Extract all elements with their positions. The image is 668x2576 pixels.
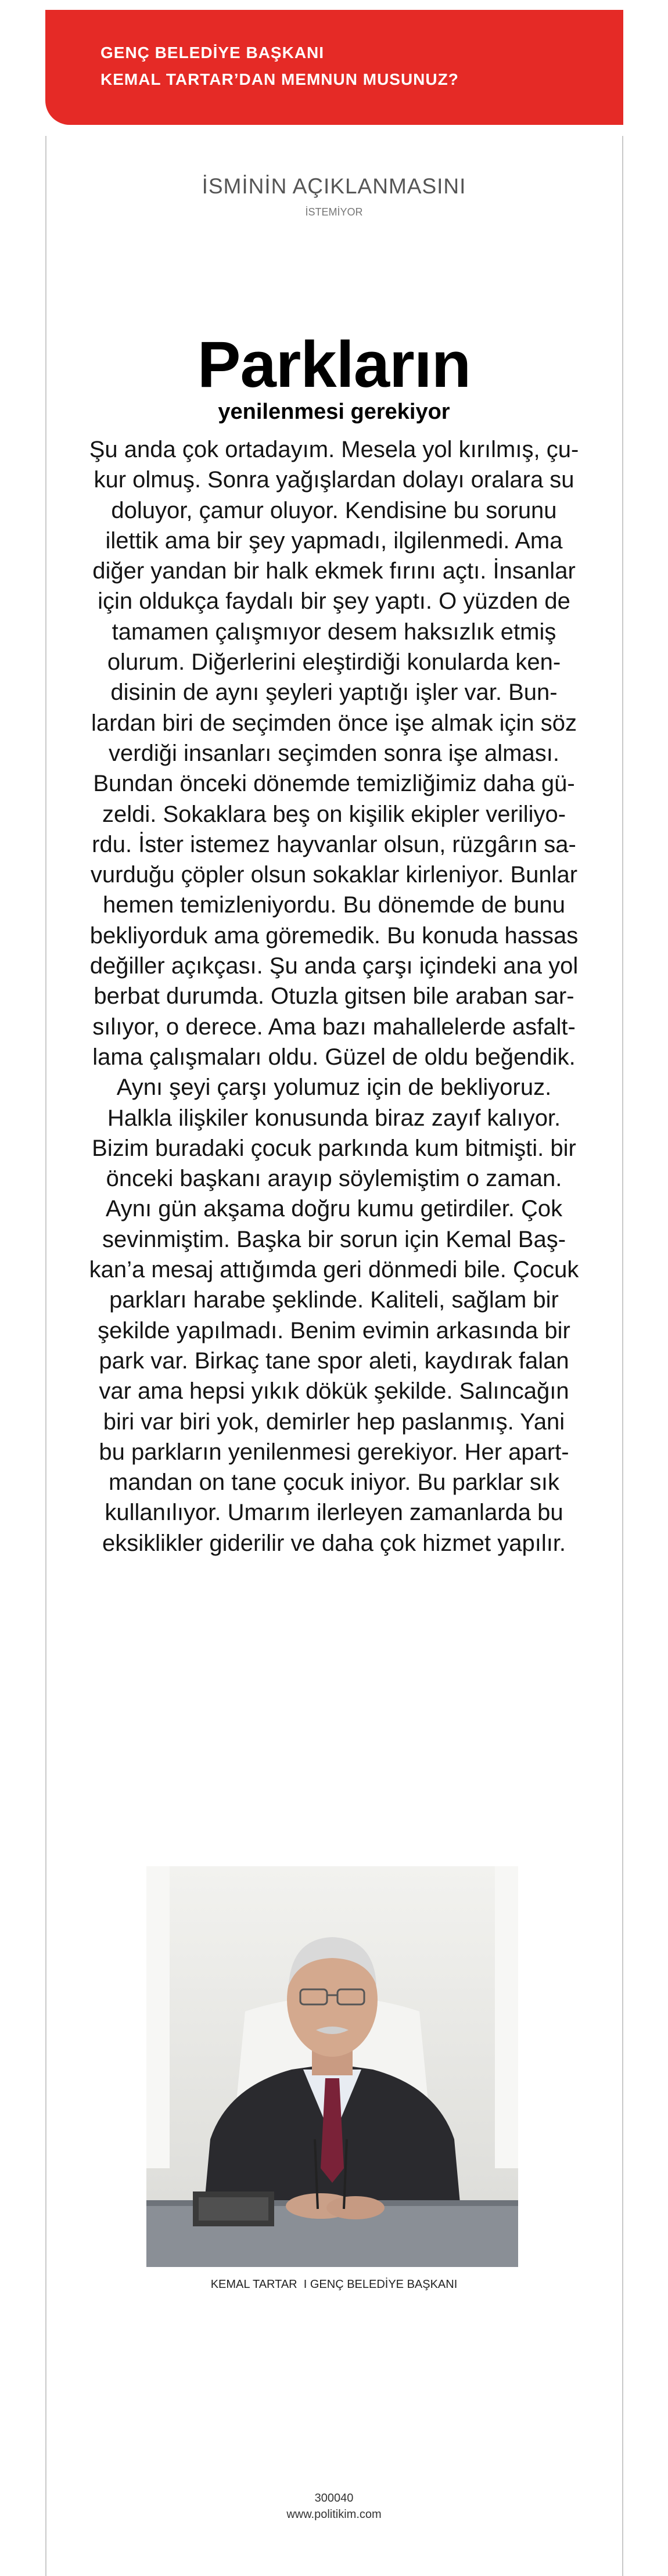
- footer-url: www.politikim.com: [286, 2508, 382, 2521]
- portrait-photo: [146, 1866, 518, 2267]
- article-line: zeldi. Sokaklara beş on kişilik ekipler veriliyo-: [102, 801, 566, 827]
- header-line-2: KEMAL TARTAR’DAN MEMNUN MUSUNUZ?: [100, 70, 459, 88]
- article-line: vurduğu çöpler olsun sokaklar kirleniyor. Bunlar: [90, 862, 578, 888]
- article-subtitle: yenilenmesi gerekiyor: [218, 400, 450, 424]
- article-line: parkları harabe şeklinde. Kaliteli, sağlam bir: [109, 1287, 559, 1313]
- article-line: kan’a mesaj attığımda geri dönmedi bile. Çocuk: [89, 1257, 579, 1283]
- article-line: bekliyorduk ama göremedik. Bu konuda hassas: [89, 922, 579, 949]
- article-line: disinin de aynı şeyleri yaptığı işler var. Bun-: [110, 680, 558, 706]
- footer-number: 300040: [314, 2492, 354, 2505]
- article-line: Halkla ilişkiler konusunda biraz zayıf kalıyor.: [107, 1105, 561, 1131]
- article-line: doluyor, çamur oluyor. Kendisine bu sorunu: [111, 497, 557, 523]
- article-line: Bundan önceki dönemde temizliğimiz daha gü-: [93, 771, 575, 797]
- article-body: [87, 434, 581, 1558]
- photo-caption: KEMAL TARTAR I GENÇ BELEDİYE BAŞKANI: [210, 2278, 458, 2291]
- article-line: ilettik ama bir şey yapmadı, ilgilenmedi. Ama: [105, 527, 563, 554]
- article-line: Aynı gün akşama doğru kumu getirdiler. Çok: [105, 1196, 563, 1222]
- article-line: Şu anda çok ortadayım. Mesela yol kırılmış, çu-: [89, 437, 579, 462]
- article-line: kullanılıyor. Umarım ilerleyen zamanlarda bu: [105, 1500, 563, 1526]
- article-line: rdu. İster istemez hayvanlar olsun, rüzgârın sa-: [92, 831, 576, 857]
- article-line: Aynı şeyi çarşı yolumuz için de bekliyoruz.: [116, 1075, 552, 1101]
- article-line: var ama hepsi yıkık dökük şekilde. Salıncağın: [99, 1378, 569, 1404]
- article-line: lardan biri de seçimden önce işe almak için söz: [91, 710, 577, 736]
- respondent-note: İSTEMİYOR: [305, 206, 363, 218]
- article-line: diğer yandan bir halk ekmek fırını açtı. İnsanlar: [92, 558, 576, 584]
- article-line: sevinmiştim. Başka bir sorun için Kemal Baş-: [102, 1226, 566, 1252]
- article-title: Parkların: [197, 328, 471, 401]
- left-border-line: [45, 136, 46, 2576]
- right-border-line: [622, 136, 623, 2576]
- article-line: hemen temizleniyordu. Bu dönemde de bunu: [102, 892, 566, 918]
- article-line: önceki başkanı arayıp söylemiştim o zaman.: [106, 1166, 562, 1192]
- article-line: Bizim buradaki çocuk parkında kum bitmişti. bir: [92, 1135, 576, 1161]
- article-line: kur olmuş. Sonra yağışlardan dolayı oralara su: [94, 467, 574, 493]
- respondent-name: İSMİNİN AÇIKLANMASINI: [202, 174, 466, 198]
- article-line: şekilde yapılmadı. Benim evimin arkasında bir: [98, 1317, 570, 1343]
- article-line: mandan on tane çocuk iniyor. Bu parklar sık: [109, 1470, 559, 1496]
- header-line-1: GENÇ BELEDİYE BAŞKANI: [100, 44, 325, 62]
- article-line: berbat durumda. Otuzla gitsen bile araban sar-: [94, 983, 574, 1009]
- article-line: bu parkların yenilenmesi gerekiyor. Her apart-: [99, 1439, 569, 1465]
- article-line: biri var biri yok, demirler hep paslanmış. Yani: [103, 1409, 565, 1435]
- header-banner: [45, 10, 623, 125]
- article-line: için oldukça faydalı bir şey yaptı. O yüzden de: [98, 588, 570, 615]
- article-line: park var. Birkaç tane spor aleti, kaydırak falan: [99, 1348, 569, 1374]
- article-line: değiller açıkçası. Şu anda çarşı içindeki ana yol: [89, 953, 579, 979]
- article-line: tamamen çalışmıyor desem haksızlık etmiş: [112, 619, 556, 645]
- article-line: verdiği insanları seçimden sonra işe alması.: [109, 740, 559, 766]
- article-line: olurum. Diğerlerini eleştirdiği konularda ken-: [107, 649, 561, 676]
- article-line: eksiklikler giderilir ve daha çok hizmet yapılır.: [102, 1530, 566, 1556]
- article-line: lama çalışmaları oldu. Güzel de oldu beğendik.: [92, 1044, 576, 1070]
- article-line: sılıyor, o derece. Ama bazı mahallelerde asfalt-: [92, 1014, 576, 1040]
